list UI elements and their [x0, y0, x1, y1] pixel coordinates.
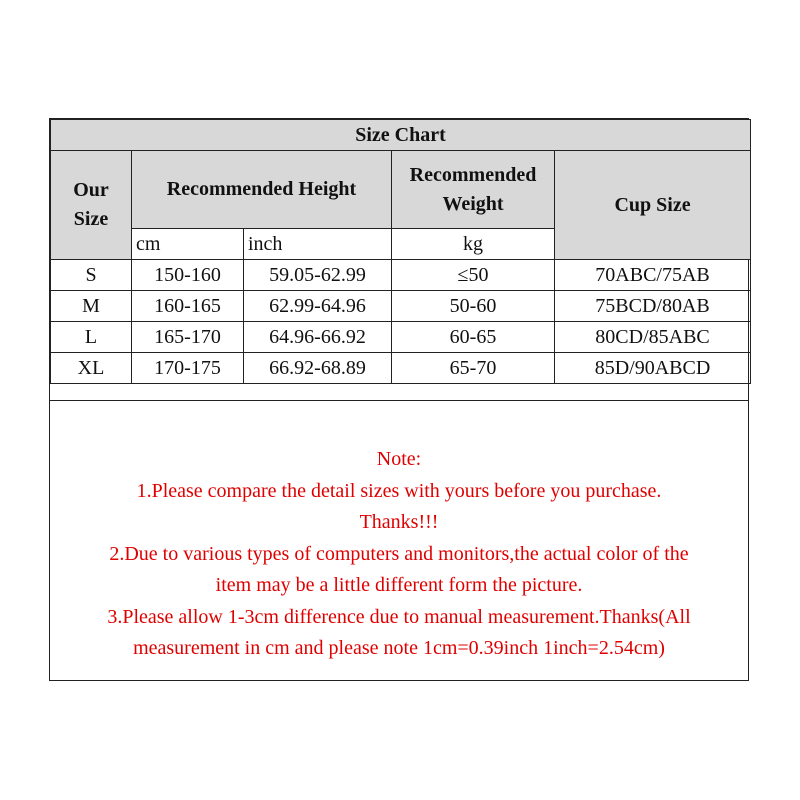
table-row [51, 291, 751, 322]
cup-cell: 85D/90ABCD [555, 353, 751, 384]
header-recommended-height: Recommended Height [132, 151, 392, 229]
size-cell: L [51, 322, 132, 353]
note-line: 2.Due to various types of computers and monitors,the actual color of the [109, 542, 689, 565]
cm-cell: 150-160 [132, 260, 244, 291]
subheader-kg: kg [392, 229, 555, 260]
note-heading: Note: [376, 448, 422, 470]
note-line: Thanks!!! [359, 511, 439, 533]
size-table [50, 119, 751, 384]
cup-cell: 70ABC/75AB [555, 260, 751, 291]
cup-cell: 80CD/85ABC [555, 322, 751, 353]
size-cell: S [51, 260, 132, 291]
size-cell: XL [51, 353, 132, 384]
header-weight-line2: Weight [442, 192, 504, 215]
header-cup-size: Cup Size [555, 151, 751, 260]
kg-cell: ≤50 [392, 260, 555, 291]
kg-cell: 65-70 [392, 353, 555, 384]
subheader-inch: inch [244, 229, 392, 260]
header-our-size-line2: Size [73, 208, 109, 230]
header-our-size-line1: Our [73, 179, 109, 201]
table-title: Size Chart [51, 120, 751, 151]
inch-cell: 64.96-66.92 [244, 322, 392, 353]
note-line: 1.Please compare the detail sizes with yours before you purchase. [136, 479, 662, 502]
table-row [51, 260, 751, 291]
header-our-size [51, 151, 132, 260]
inch-cell: 62.99-64.96 [244, 291, 392, 322]
note-line: 3.Please allow 1-3cm difference due to manual measurement.Thanks(All [107, 605, 691, 628]
note-line: item may be a little different form the picture. [215, 574, 583, 596]
note-line: measurement in cm and please note 1cm=0.39inch 1inch=2.54cm) [133, 637, 665, 659]
cm-cell: 170-175 [132, 353, 244, 384]
inch-cell: 66.92-68.89 [244, 353, 392, 384]
table-row [51, 322, 751, 353]
kg-cell: 50-60 [392, 291, 555, 322]
cup-cell: 75BCD/80AB [555, 291, 751, 322]
cm-cell: 160-165 [132, 291, 244, 322]
table-row [51, 353, 751, 384]
cm-cell: 165-170 [132, 322, 244, 353]
header-weight-line1: Recommended [409, 163, 537, 186]
notes-section [50, 400, 748, 680]
size-chart [49, 118, 749, 681]
header-recommended-weight [392, 151, 555, 229]
subheader-cm: cm [132, 229, 244, 260]
inch-cell: 59.05-62.99 [244, 260, 392, 291]
kg-cell: 60-65 [392, 322, 555, 353]
size-cell: M [51, 291, 132, 322]
